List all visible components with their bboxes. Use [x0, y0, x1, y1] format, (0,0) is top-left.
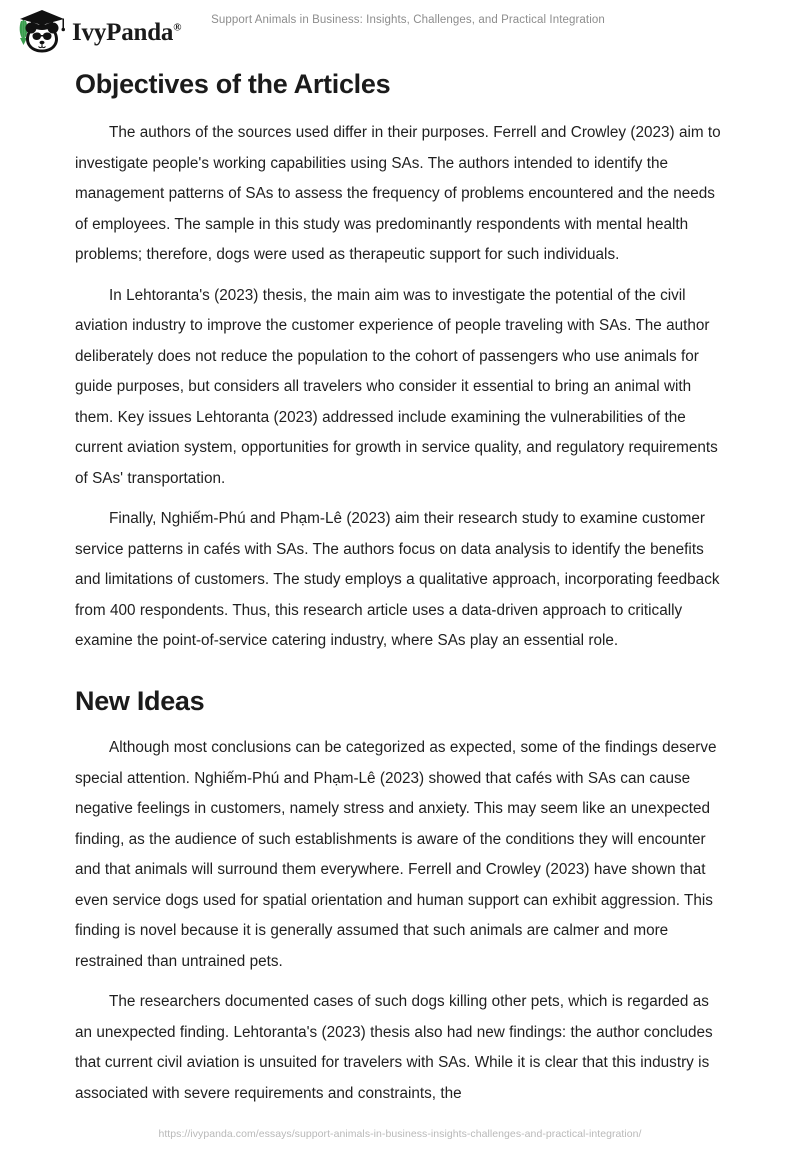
paragraph: Finally, Nghiếm-Phú and Phạm-Lê (2023) aim their research study to examine customer service patterns in cafés with SAs. The authors focus on data analysis to identify the benefits and limitations of customers. The study employs a qualitative approach, incorporating feedback from 400 respondents. Thus, this research article uses a data-driven approach to critically examine the point-of-service catering industry, where SAs play an essential role.	[75, 510, 720, 650]
registered-trademark-icon: ®	[173, 21, 182, 34]
paragraph: Although most conclusions can be categorized as expected, some of the findings deserve special attention. Nghiếm-Phú and Phạm-Lê (2023) showed that cafés with SAs can cause negative feelings in customers, namely stress and anxiety. This may seem like an unexpected finding, as the audience of such establishments is aware of the conditions they will encounter and that animals will surround them everywhere. Ferrell and Crowley (2023) have shown that even service dogs used for spatial orientation and human support can exhibit aggression. This finding is novel because it is generally assumed that such animals are calmer and more restrained than untrained pets.	[75, 739, 717, 970]
section-objectives	[75, 68, 725, 100]
section-new-ideas	[75, 685, 725, 717]
page-header	[0, 0, 800, 58]
brand-name-text: IvyPanda	[72, 18, 174, 46]
section-heading-new-ideas: New Ideas	[75, 685, 205, 716]
document-title-header: Support Animals in Business: Insights, Challenges, and Practical Integration	[211, 14, 605, 26]
page-footer	[0, 1124, 800, 1142]
paragraph: The authors of the sources used differ in their purposes. Ferrell and Crowley (2023) aim to investigate people's working capabilities using SAs. The authors intended to identify the management patterns of SAs to assess the frequency of problems encountered and the needs of employees. The sample in this study was predominantly respondents with mental health problems; therefore, dogs were used as therapeutic support for such individuals.	[75, 124, 721, 264]
document-content	[75, 68, 725, 1109]
paragraph: The researchers documented cases of such dogs killing other pets, which is regarded as an unexpected finding. Lehtoranta's (2023) thesis also had new findings: the author concludes that current civil aviation is unsuited for travelers with SAs. While it is clear that this industry is associated with severe requirements and constraints, the	[75, 993, 713, 1102]
section-heading-objectives: Objectives of the Articles	[75, 69, 391, 99]
footer-source-url[interactable]: https://ivypanda.com/essays/support-animals-in-business-insights-challenges-and-practical-integration/	[158, 1128, 642, 1140]
paragraph: In Lehtoranta's (2023) thesis, the main aim was to investigate the potential of the civil aviation industry to improve the customer experience of people traveling with SAs. The author deliberately does not reduce the population to the cohort of passengers who use animals for guide purposes, but considers all travelers who consider it essential to bring an animal with them. Key issues Lehtoranta (2023) addressed include examining the vulnerabilities of the current aviation system, opportunities for growth in service quality, and regulatory requirements of SAs' transportation.	[75, 286, 718, 487]
